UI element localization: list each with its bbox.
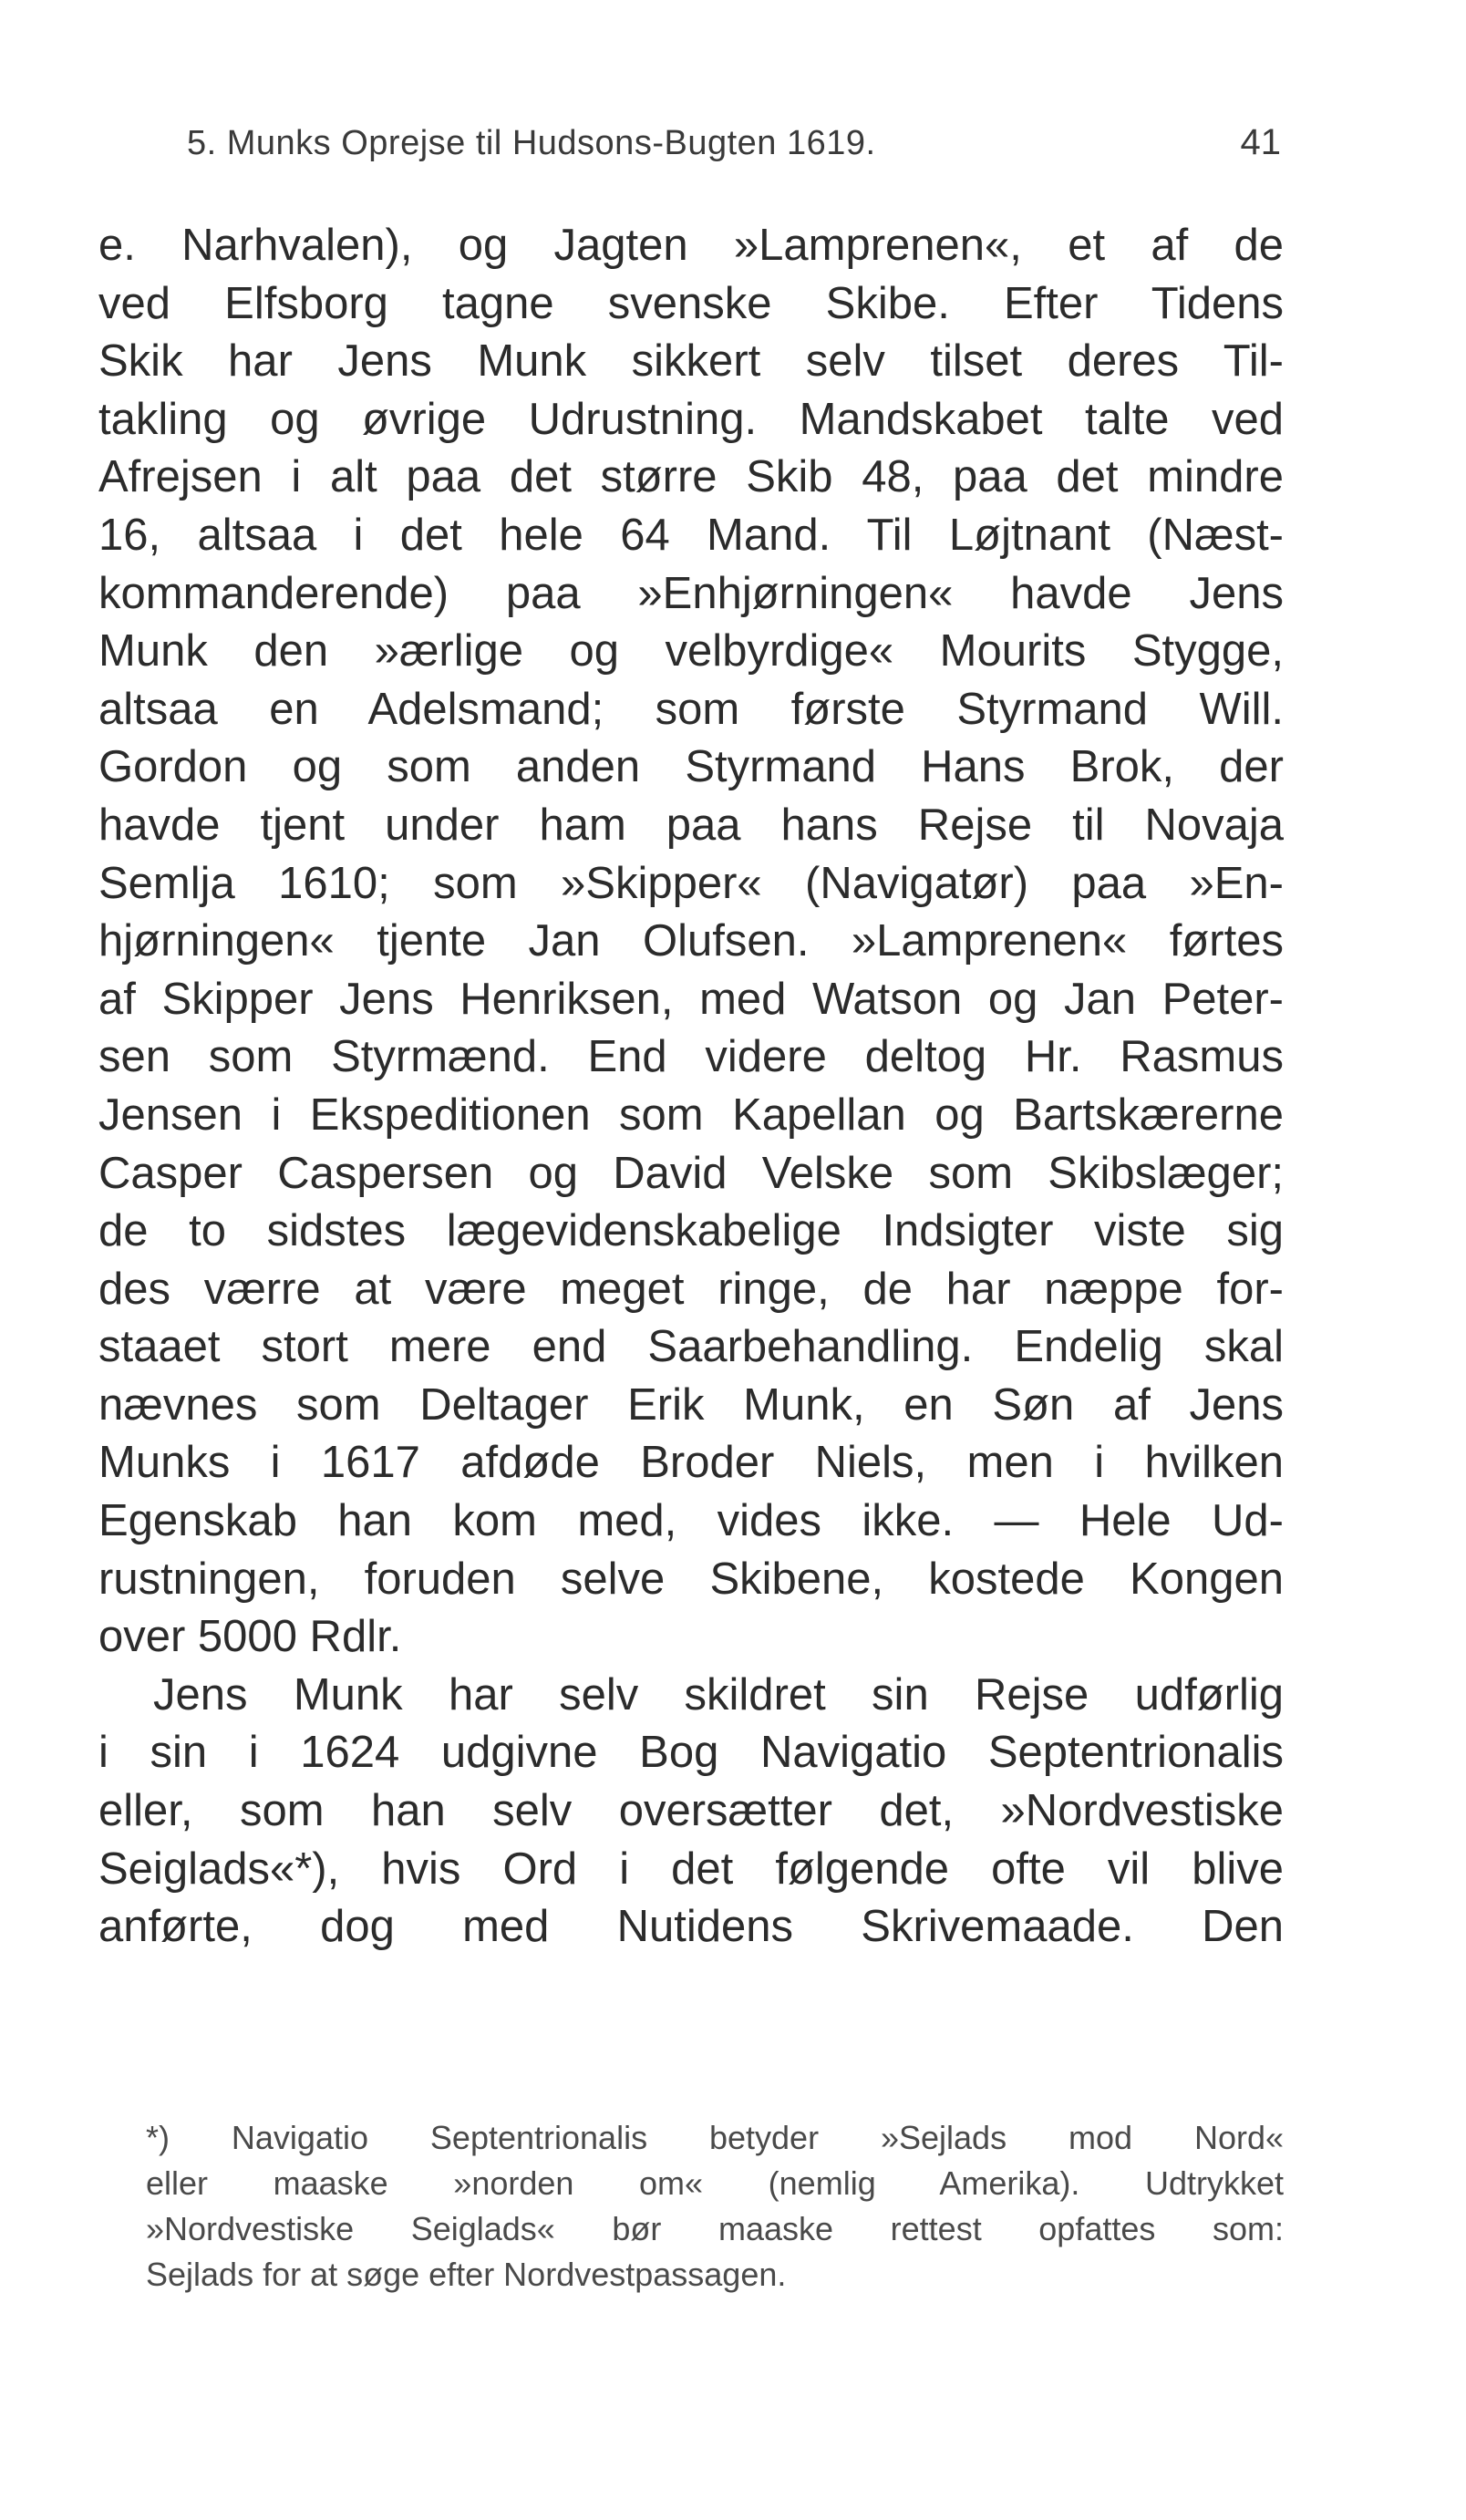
page-header bbox=[187, 117, 1281, 171]
text-line: eller, som han selv oversætter det, »Nordvestiske bbox=[98, 1786, 1284, 1836]
text-line: havde tjent under ham paa hans Rejse til Novaja bbox=[98, 800, 1284, 850]
text-line: Jensen i Ekspeditionen som Kapellan og Bartskærerne bbox=[98, 1090, 1284, 1140]
body-text bbox=[98, 217, 1284, 1957]
text-line: Seiglads«*), hvis Ord i det følgende ofte vil blive bbox=[98, 1844, 1284, 1894]
text-line: nævnes som Deltager Erik Munk, en Søn af Jens bbox=[98, 1379, 1284, 1430]
text-line: staaet stort mere end Saarbehandling. Endelig skal bbox=[98, 1322, 1284, 1372]
text-line: i sin i 1624 udgivne Bog Navigatio Septentrionalis bbox=[98, 1728, 1284, 1778]
footnote bbox=[146, 2115, 1284, 2298]
text-line: altsaa en Adelsmand; som første Styrmand Will. bbox=[98, 684, 1284, 734]
footnote-line: *) Navigatio Septentrionalis betyder »Sejlads mod Nord« bbox=[146, 2119, 1284, 2156]
text-line: Skik har Jens Munk sikkert selv tilset deres Til- bbox=[98, 336, 1284, 387]
text-line: e. Narhvalen), og Jagten »Lamprenen«, et af de bbox=[98, 221, 1284, 270]
text-line: des værre at være meget ringe, de har næppe for- bbox=[98, 1264, 1284, 1314]
page-number: 41 bbox=[1240, 122, 1281, 162]
footnote-line: eller maaske »norden om« (nemlig Amerika). Udtrykket bbox=[146, 2164, 1284, 2202]
footnote-line: »Nordvestiske Seiglads« bør maaske rettest opfattes som: bbox=[146, 2210, 1284, 2247]
text-line: takling og øvrige Udrustning. Mandskabet talte ved bbox=[98, 394, 1284, 444]
footnote-line: Sejlads for at søge efter Nordvestpassagen. bbox=[146, 2256, 787, 2293]
text-line: Semlja 1610; som »Skipper« (Navigatør) paa »En- bbox=[98, 858, 1284, 908]
text-line: sen som Styrmænd. End videre deltog Hr. Rasmus bbox=[98, 1032, 1284, 1082]
text-line: Munks i 1617 afdøde Broder Niels, men i hvilken bbox=[98, 1438, 1284, 1488]
text-line: 16, altsaa i det hele 64 Mand. Til Løjtnant (Næst- bbox=[98, 510, 1284, 560]
text-line: over 5000 Rdlr. bbox=[98, 1612, 402, 1662]
text-line: kommanderende) paa »Enhjørningen« havde Jens bbox=[98, 568, 1284, 618]
text-line: Gordon og som anden Styrmand Hans Brok, der bbox=[98, 742, 1284, 792]
running-title: 5. Munks Oprejse til Hudsons-Bugten 1619. bbox=[187, 124, 876, 162]
text-line: hjørningen« tjente Jan Olufsen. »Lamprenen« førtes bbox=[98, 916, 1284, 966]
paragraph-start-line: Jens Munk har selv skildret sin Rejse udførlig bbox=[153, 1669, 1284, 1720]
text-line: Egenskab han kom med, vides ikke. — Hele Ud- bbox=[98, 1496, 1284, 1546]
text-line: de to sidstes lægevidenskabelige Indsigter viste sig bbox=[98, 1206, 1284, 1256]
text-line: rustningen, foruden selve Skibene, kostede Kongen bbox=[98, 1554, 1284, 1604]
text-line: Munk den »ærlige og velbyrdige« Mourits Stygge, bbox=[98, 626, 1284, 676]
text-line: Casper Caspersen og David Velske som Skibslæger; bbox=[98, 1148, 1284, 1198]
text-line: af Skipper Jens Henriksen, med Watson og Jan Peter- bbox=[98, 974, 1284, 1024]
text-line: ved Elfsborg tagne svenske Skibe. Efter Tidens bbox=[98, 278, 1284, 328]
text-line: Afrejsen i alt paa det større Skib 48, paa det mindre bbox=[98, 452, 1284, 502]
text-line: anførte, dog med Nutidens Skrivemaade. Den bbox=[98, 1902, 1284, 1952]
